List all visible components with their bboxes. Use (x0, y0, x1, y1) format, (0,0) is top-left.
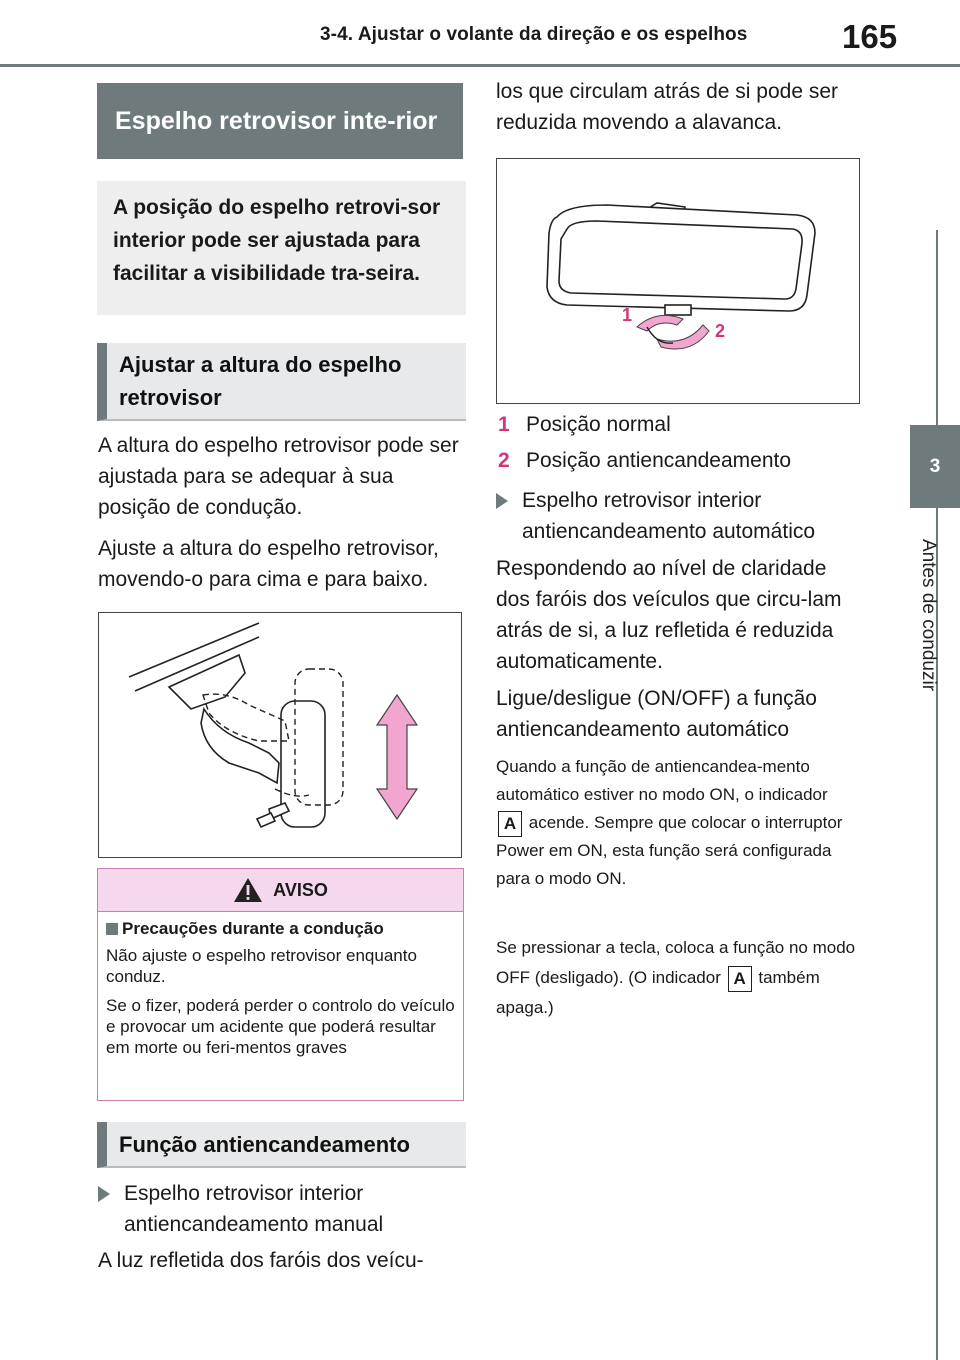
heading-interior-mirror (97, 83, 463, 159)
note-indicator-off (496, 933, 858, 1023)
square-bullet-icon (106, 923, 118, 935)
intro-box (97, 181, 466, 315)
position-list (498, 409, 862, 476)
position-item-2 (498, 445, 862, 476)
chapter-label (913, 525, 943, 705)
indicator-a-icon: A (498, 811, 522, 837)
paragraph-on-off: Ligue/desligue (ON/OFF) a função antiencandeamento automático (496, 687, 817, 741)
heading-antiglare (97, 1122, 466, 1168)
indicator-a-icon-2: A (728, 966, 752, 992)
bullet-manual-text: Espelho retrovisor interior antiencandeamento manual (124, 1182, 384, 1236)
heading-adjust-height (97, 343, 466, 421)
figure-label-2: 2 (715, 321, 726, 341)
paragraph-height: A altura do espelho retrovisor pode ser ajustada para se adequar à sua posição de condução. (98, 434, 459, 519)
chapter-label-text: Antes de conduzir (918, 538, 939, 692)
position-text-1: Posição normal (526, 413, 671, 436)
warning-title: AVISO (273, 879, 328, 900)
header-rule (0, 64, 960, 67)
note-indicator-on-text-a: Quando a função de antiencandea-mento automático estiver no modo ON, o indicador (496, 757, 828, 804)
heading-antiglare-text: Função antiencandeamento (119, 1131, 410, 1157)
note-indicator-off-text-a: Se pressionar a tecla, coloca a função no modo OFF (desligado). (O indicador (496, 938, 856, 987)
bullet-manual (98, 1178, 470, 1240)
figure-antiglare-lever (496, 158, 860, 404)
heading-adjust-height-text: Ajustar a altura do espelho retrovisor (119, 352, 402, 410)
position-number-1: 1 (498, 413, 510, 436)
position-number-2: 2 (498, 449, 510, 472)
triangle-bullet-icon (98, 1186, 110, 1202)
warning-text-1: Não ajuste o espelho retrovisor enquanto conduz. (106, 946, 417, 986)
section-title: 3-4. Ajustar o volante da direção e os espelhos (320, 24, 748, 45)
mirror-height-illustration (99, 613, 461, 857)
paragraph-continued: los que circulam atrás de si pode ser reduzida movendo a alavanca. (496, 80, 838, 134)
warning-subtitle (106, 918, 455, 939)
warning-header (98, 869, 463, 912)
figure-mirror-height (98, 612, 462, 858)
mirror-lever-illustration (497, 159, 859, 403)
position-item-1 (498, 409, 862, 440)
warning-triangle-icon (233, 877, 263, 903)
heading-interior-mirror-text: Espelho retrovisor inte-rior (115, 106, 438, 135)
note-indicator-on (496, 753, 858, 893)
paragraph-automatic: Respondendo ao nível de claridade dos faróis dos veículos que circu-lam atrás de si, a luz refletida é reduzida automaticamente. (496, 557, 842, 673)
bullet-automatic (496, 485, 860, 547)
position-text-2: Posição antiencandeamento (526, 449, 792, 472)
intro-text: A posição do espelho retrovi-sor interior pode ser ajustada para facilitar a visibilidade tra-seira. (113, 196, 441, 285)
paragraph-adjust: Ajuste a altura do espelho retrovisor, movendo-o para cima e para baixo. (98, 537, 439, 591)
bullet-automatic-text: Espelho retrovisor interior antiencandeamento automático (522, 489, 816, 543)
up-down-arrow (377, 695, 417, 819)
figure-label-1: 1 (622, 305, 633, 325)
warning-subtitle-text: Precauções durante a condução (122, 919, 384, 938)
warning-text-2: Se o fizer, poderá perder o controlo do veículo e provocar um acidente que poderá resultar em morte ou feri-mentos graves (106, 996, 455, 1057)
note-indicator-off-text-b: também apaga.) (496, 968, 820, 1017)
warning-box (97, 868, 464, 1101)
paragraph-reflected-light: A luz refletida dos faróis dos veícu- (98, 1249, 424, 1272)
note-indicator-on-text-b: acende. Sempre que colocar o interruptor Power em ON, esta função será configurada para o modo ON. (496, 813, 843, 888)
page-number: 165 (842, 18, 898, 55)
triangle-bullet-icon (496, 493, 508, 509)
side-divider (936, 230, 938, 1360)
chapter-tab: 3 (910, 425, 960, 508)
